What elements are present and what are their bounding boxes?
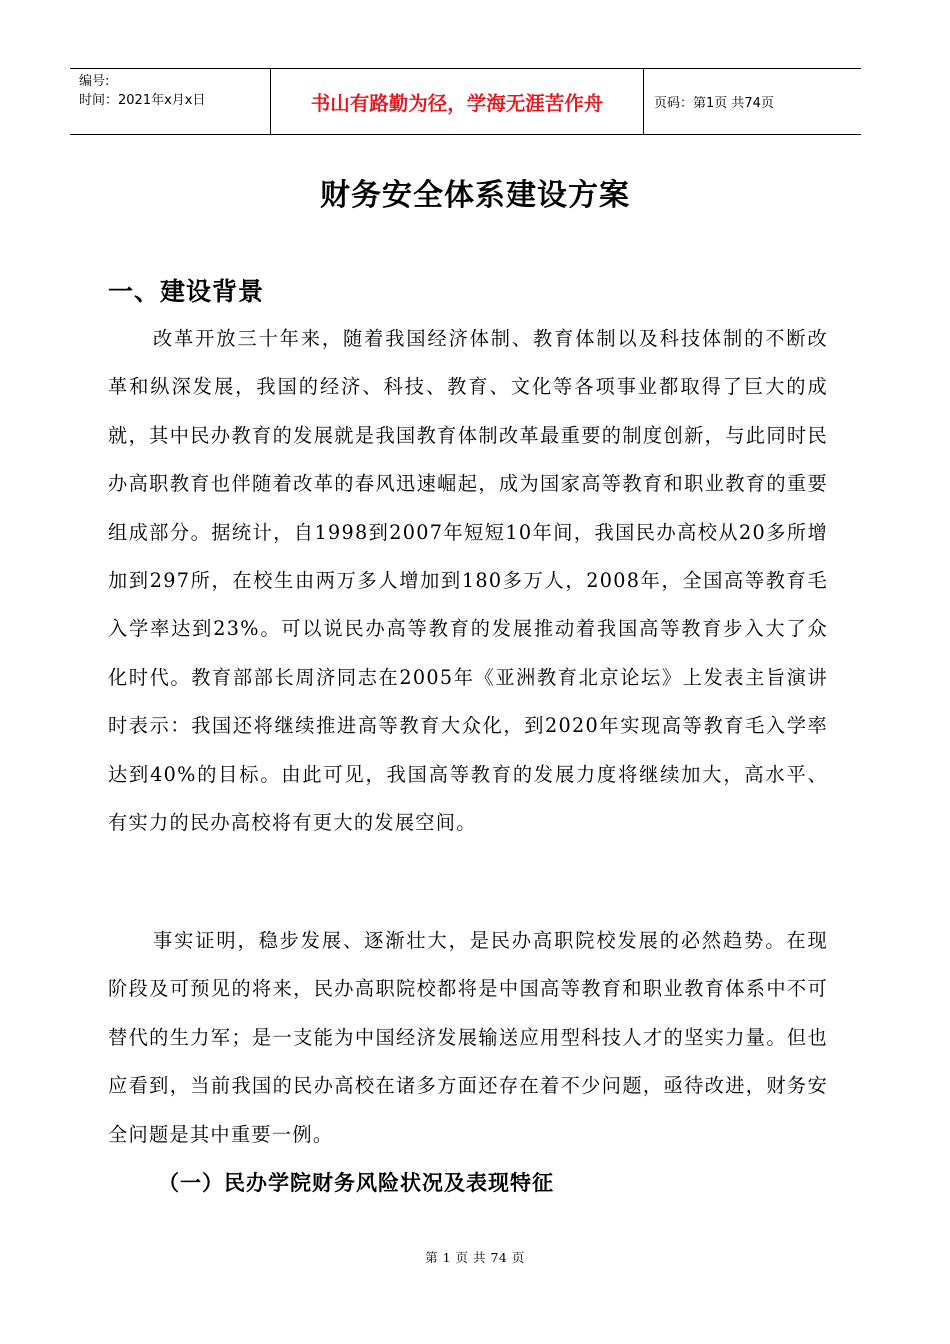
section-heading-background: 一、建设背景 bbox=[108, 277, 265, 306]
document-time-label: 时间：2021年x月x日 bbox=[79, 93, 206, 108]
header-meta-cell bbox=[70, 69, 271, 134]
body-paragraph-1: 改革开放三十年来，随着我国经济体制、教育体制以及科技体制的不断改革和纵深发展，我国的经济、科技、教育、文化等各项事业都取得了巨大的成就，其中民办教育的发展就是我国教育体制改革最重要的制度创新，与此同时民办高职教育也伴随着改革的春风迅速崛起，成为国家高等教育和职业教育的重要组成部分。据统计，自1998到2007年短短10年间，我国民办高校从20多所增加到297所，在校生由两万多人增加到180多万人，2008年，全国高等教育毛入学率达到23%。可以说民办高等教育的发展推动着我国高等教育步入大了众化时代。教育部部长周济同志在2005年《亚洲教育北京论坛》上发表主旨演讲时表示：我国还将继续推进高等教育大众化，到2020年实现高等教育毛入学率达到40%的目标。由此可见，我国高等教育的发展力度将继续加大，高水平、有实力的民办高校将有更大的发展空间。 bbox=[108, 327, 828, 835]
header-motto-cell bbox=[271, 69, 644, 134]
header-page-info: 页码：第1页 共74页 bbox=[654, 96, 774, 111]
document-header-table bbox=[70, 68, 861, 135]
header-motto: 书山有路勤为径，学海无涯苦作舟 bbox=[310, 91, 604, 115]
page-footer: 第 1 页 共 74 页 bbox=[425, 1250, 525, 1265]
header-page-cell bbox=[644, 69, 861, 134]
document-number-label: 编号: bbox=[79, 74, 110, 89]
subsection-heading: （一）民办学院财务风险状况及表现特征 bbox=[158, 1170, 554, 1195]
body-paragraph-2: 事实证明，稳步发展、逐渐壮大，是民办高职院校发展的必然趋势。在现阶段及可预见的将来，民办高职院校都将是中国高等教育和职业教育体系中不可替代的生力军；是一支能为中国经济发展输送应用型科技人才的坚实力量。但也应看到，当前我国的民办高校在诸多方面还存在着不少问题，亟待改进，财务安全问题是其中重要一例。 bbox=[108, 929, 828, 1146]
document-title: 财务安全体系建设方案 bbox=[320, 178, 630, 213]
